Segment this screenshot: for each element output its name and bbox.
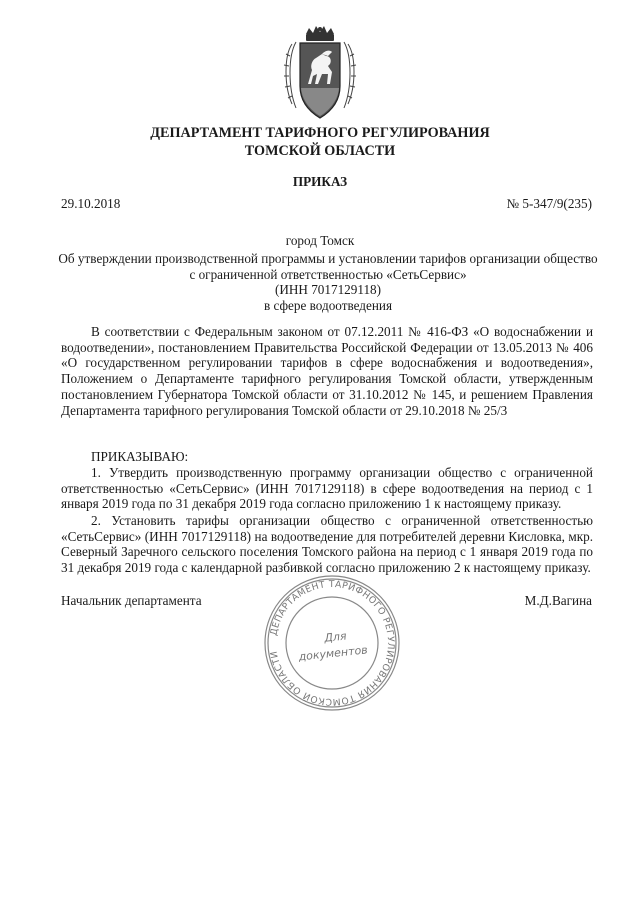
order-item-2: 2. Установить тарифы организации общество с ограниченной ответственностью «СетьСервис» (ИНН 7017129118) на водоотведение для потребителей деревни Кисловка, мкр. Северный Заречного сельского поселения Томского района на период с 1 января 2019 года по 31 декабря 2019 года с календарной разбивкой согласно приложению 2 к настоящему приказу.: [61, 513, 593, 576]
subject-line: (ИНН 7017129118): [274, 282, 382, 298]
stamp-ring-text: ДЕПАРТАМЕНТ ТАРИФНОГО РЕГУЛИРОВАНИЯ ТОМСКОЙ ОБЛАСТИ: [268, 578, 397, 708]
signatory-name: М.Д.Вагина: [524, 593, 592, 608]
document-subject: [48, 251, 608, 314]
stamp-center-line: документов: [297, 643, 369, 664]
subject-line: с ограниченной ответственностью «СетьСервис»: [189, 266, 467, 282]
document-city: город Томск: [285, 233, 355, 248]
organization-region: ТОМСКОЙ ОБЛАСТИ: [244, 143, 396, 159]
document-number: № 5-347/9(235): [506, 196, 592, 211]
document-date: 29.10.2018: [61, 196, 121, 211]
order-heading: ПРИКАЗЫВАЮ:: [91, 449, 189, 464]
document-type: ПРИКАЗ: [292, 174, 348, 189]
preamble-paragraph: В соответствии с Федеральным законом от 07.12.2011 № 416-ФЗ «О водоснабжении и водоотведении», постановлением Правительства Российской Федерации от 13.05.2013 № 406 «О государственном регулировании тарифов в сфере водоснабжения и водоотведения», Положением о Департаменте тарифного регулирования Томской области, утвержденным постановлением Губернатора Томской области от 31.10.2012 № 145, и решением Правления Департамента тарифного регулирования Томской области от 29.10.2018 № 25/3: [61, 324, 593, 418]
order-item-1: 1. Утвердить производственную программу организации общество с ограниченной ответственностью «СетьСервис» (ИНН 7017129118) в сфере водоотведения на период с 1 января 2019 года по 31 декабря 2019 года согласно приложению 1 к настоящему приказу.: [61, 465, 593, 512]
stamp-center-line: Для: [323, 629, 348, 645]
subject-line: Об утверждении производственной программы и установлении тарифов организации общество: [58, 251, 598, 266]
signatory-position: Начальник департамента: [61, 593, 202, 608]
organization-name: ДЕПАРТАМЕНТ ТАРИФНОГО РЕГУЛИРОВАНИЯ: [150, 125, 490, 141]
tomsk-coat-of-arms-icon: [282, 26, 358, 122]
subject-line: в сфере водоотведения: [263, 298, 393, 314]
stamp-seal: [262, 573, 402, 713]
